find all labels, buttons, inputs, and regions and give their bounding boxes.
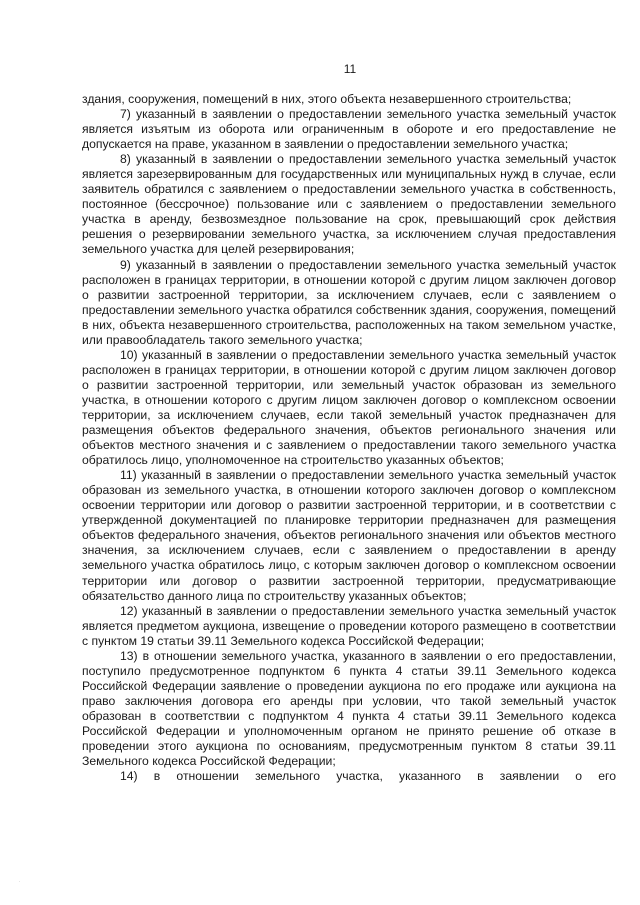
paragraph-item-7: 7) указанный в заявлении о предоставлении земельного участка земельный участок является изъятым из оборота или ограниченным в обороте и его предоставление не допускается на праве, указанном в заявлении о предоставлении земельного участка; (82, 107, 616, 152)
paragraph-continuation: здания, сооружения, помещений в них, этого объекта незавершенного строительства; (82, 92, 572, 106)
document-body (82, 92, 616, 784)
paragraph-item-9: 9) указанный в заявлении о предоставлении земельного участка земельный участок расположен в границах территории, в отношении которой с другим лицом заключен договор о развитии застроенной территории, за исключением случаев, если с заявлением о предоставлении земельного участка обратился собственник здания, сооружения, помещений в них, объекта незавершенного строительства, расположенных на таком земельном участке, или правообладатель такого земельного участка; (82, 257, 616, 347)
paragraph-item-11: 11) указанный в заявлении о предоставлении земельного участка земельный участок образован из земельного участка, в отношении которого заключен договор о комплексном освоении территории или договор о развитии застроенной территории, и в соответствии с утвержденной документацией по планировке территории предназначен для размещения объектов федерального значения, объектов регионального значения или объектов местного значения, за исключением случаев, если с заявлением о предоставлении в аренду земельного участка обратилось лицо, с которым заключен договор о комплексном освоении территории или договор о развитии застроенной территории, предусматривающие обязательство данного лица по строительству указанных объектов; (82, 468, 616, 603)
paragraph-item-12: 12) указанный в заявлении о предоставлении земельного участка земельный участок является предметом аукциона, извещение о проведении которого размещено в соответствии с пунктом 19 статьи 39.11 Земельного кодекса Российской Федерации; (82, 603, 616, 648)
paragraph-item-14: 14) в отношении земельного участка, указанного в заявлении о его (120, 769, 616, 784)
paragraph-item-13: 13) в отношении земельного участка, указанного в заявлении о его предоставлении, поступило предусмотренное подпунктом 6 пункта 4 статьи 39.11 Земельного кодекса Российской Федерации заявление о проведении аукциона по его продаже или аукциона на право заключения договора его аренды при условии, что такой земельный участок образован в соответствии с подпунктом 4 пункта 4 статьи 39.11 Земельного кодекса Российской Федерации и уполномоченным органом не принято решение об отказе в проведении этого аукциона по основаниям, предусмотренным пунктом 8 статьи 39.11 Земельного кодекса Российской Федерации; (82, 648, 616, 769)
paragraph-item-8: 8) указанный в заявлении о предоставлении земельного участка земельный участок является зарезервированным для государственных или муниципальных нужд в случае, если заявитель обратился с заявлением о предоставлении земельного участка в собственность, постоянное (бессрочное) пользование или с заявлением о предоставлении земельного участка в аренду, безвозмездное пользование на срок, превышающий срок действия решения о резервировании земельного участка, за исключением случая предоставления земельного участка для целей резервирования; (82, 152, 616, 257)
paragraph-item-10: 10) указанный в заявлении о предоставлении земельного участка земельный участок расположен в границах территории, в отношении которой с другим лицом заключен договор о развитии застроенной территории, или земельный участок образован из земельного участка, в отношении которого с другим лицом заключен договор о комплексном освоении территории, за исключением случаев, если такой земельный участок предназначен для размещения объектов федерального значения, объектов регионального значения или объектов местного значения и с заявлением о предоставлении такого земельного участка обратилось лицо, уполномоченное на строительство указанных объектов; (82, 347, 616, 468)
scan-mark: . (19, 878, 21, 884)
page-number: 11 (343, 62, 357, 76)
